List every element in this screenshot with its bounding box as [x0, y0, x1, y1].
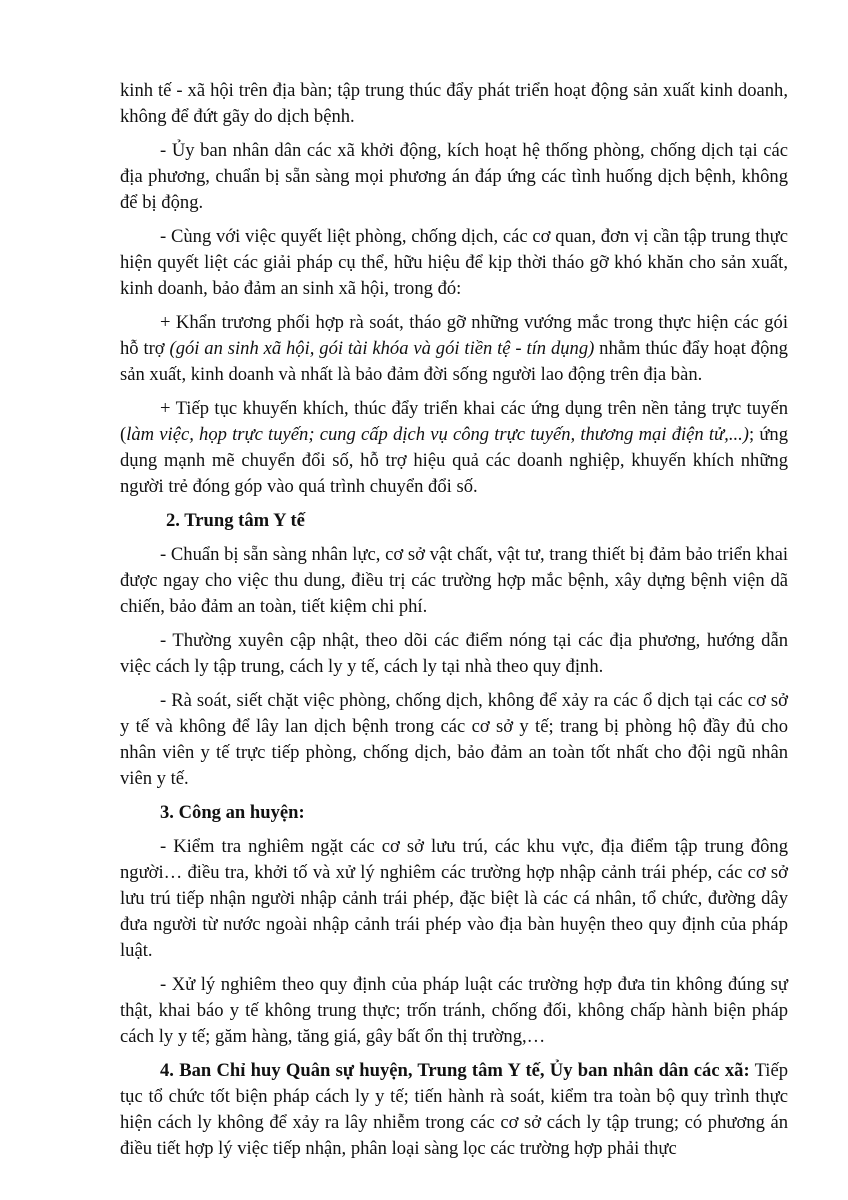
- paragraph-police-handling: - Xử lý nghiêm theo quy định của pháp luật các trường hợp đưa tin không đúng sự thật, khai báo y tế không trung thực; trốn tránh, chống đối, không chấp hành biện pháp cách ly y tế; găm hàng, tăng giá, gây bất ổn thị trường,…: [120, 974, 788, 1047]
- italic-text-run: (gói an sinh xã hội, gói tài khóa và gói tiền tệ - tín dụng): [169, 338, 595, 359]
- paragraph-section4: [120, 1058, 788, 1162]
- section-heading-health-center: 2. Trung tâm Y tế: [166, 510, 305, 531]
- paragraph-support-packages: [120, 310, 788, 388]
- section-heading-military-command: 4. Ban Chỉ huy Quân sự huyện, Trung tâm Y tế, Ủy ban nhân dân các xã:: [160, 1060, 750, 1081]
- paragraph-online-platforms: [120, 396, 788, 500]
- paragraph-police-inspection: - Kiểm tra nghiêm ngặt các cơ sở lưu trú, các khu vực, địa điểm tập trung đông người… điều tra, khởi tố và xử lý nghiêm các trường hợp nhập cảnh trái phép, các cơ sở lưu trú tiếp nhận người nhập cảnh trái phép, đặc biệt là các cá nhân, tổ chức, đường dây đưa người từ nước ngoài nhập cảnh trái phép vào địa bàn huyện theo quy định của pháp luật.: [120, 836, 788, 961]
- paragraph-health-resources: - Chuẩn bị sẵn sàng nhân lực, cơ sở vật chất, vật tư, trang thiết bị đảm bảo triển khai được ngay cho việc thu dung, điều trị các trường hợp mắc bệnh, xây dựng bệnh viện dã chiến, bảo đảm an toàn, tiết kiệm chi phí.: [120, 544, 788, 617]
- text-run: nhằm thúc đẩy hoạt động sản xuất, kinh doanh và nhất là bảo đảm đời sống người lao động trên địa bàn.: [120, 338, 788, 385]
- paragraph-hotspot-monitoring: - Thường xuyên cập nhật, theo dõi các điểm nóng tại các địa phương, hướng dẫn việc cách ly tập trung, cách ly y tế, cách ly tại nhà theo quy định.: [120, 630, 788, 677]
- text-run: Tiếp tục tổ chức tốt biện pháp cách ly y tế; tiến hành rà soát, kiểm tra toàn bộ quy trình thực hiện cách ly không để xảy ra lây nhiễm trong các cơ sở cách ly tập trung; có phương án điều tiết hợp lý việc tiếp nhận, phân loại sàng lọc các trường hợp phải thực: [120, 1060, 788, 1159]
- paragraph-commune-committees: - Ủy ban nhân dân các xã khởi động, kích hoạt hệ thống phòng, chống dịch tại các địa phương, chuẩn bị sẵn sàng mọi phương án đáp ứng các tình huống dịch bệnh, không để bị động.: [120, 140, 788, 213]
- text-run: + Tiếp tục khuyến khích, thúc đẩy triển khai các ứng dụng trên nền tảng trực tuyến (: [120, 398, 788, 445]
- section-heading-police: 3. Công an huyện:: [160, 802, 305, 823]
- document-page: [120, 78, 788, 1170]
- text-run: + Khẩn trương phối hợp rà soát, tháo gỡ những vướng mắc trong thực hiện các gói hỗ trợ: [120, 312, 788, 359]
- text-run: ; ứng dụng mạnh mẽ chuyển đổi số, hỗ trợ hiệu quả các doanh nghiệp, khuyến khích những người trẻ đóng góp vào quá trình chuyển đổi số.: [120, 424, 788, 497]
- paragraph-agencies-solutions: - Cùng với việc quyết liệt phòng, chống dịch, các cơ quan, đơn vị cần tập trung thực hiện quyết liệt các giải pháp cụ thể, hữu hiệu để kịp thời tháo gỡ khó khăn cho sản xuất, kinh doanh, bảo đảm an sinh xã hội, trong đó:: [120, 226, 788, 299]
- paragraph-medical-facilities: - Rà soát, siết chặt việc phòng, chống dịch, không để xảy ra các ổ dịch tại các cơ sở y tế và không để lây lan dịch bệnh trong các cơ sở y tế; trang bị phòng hộ đầy đủ cho nhân viên y tế trực tiếp phòng, chống dịch, bảo đảm an toàn tốt nhất cho đội ngũ nhân viên y tế.: [120, 690, 788, 789]
- italic-text-run: làm việc, họp trực tuyến; cung cấp dịch vụ công trực tuyến, thương mại điện tử,...): [126, 424, 749, 445]
- paragraph-continuation: kinh tế - xã hội trên địa bàn; tập trung thúc đẩy phát triển hoạt động sản xuất kinh doanh, không để đứt gãy do dịch bệnh.: [120, 80, 788, 127]
